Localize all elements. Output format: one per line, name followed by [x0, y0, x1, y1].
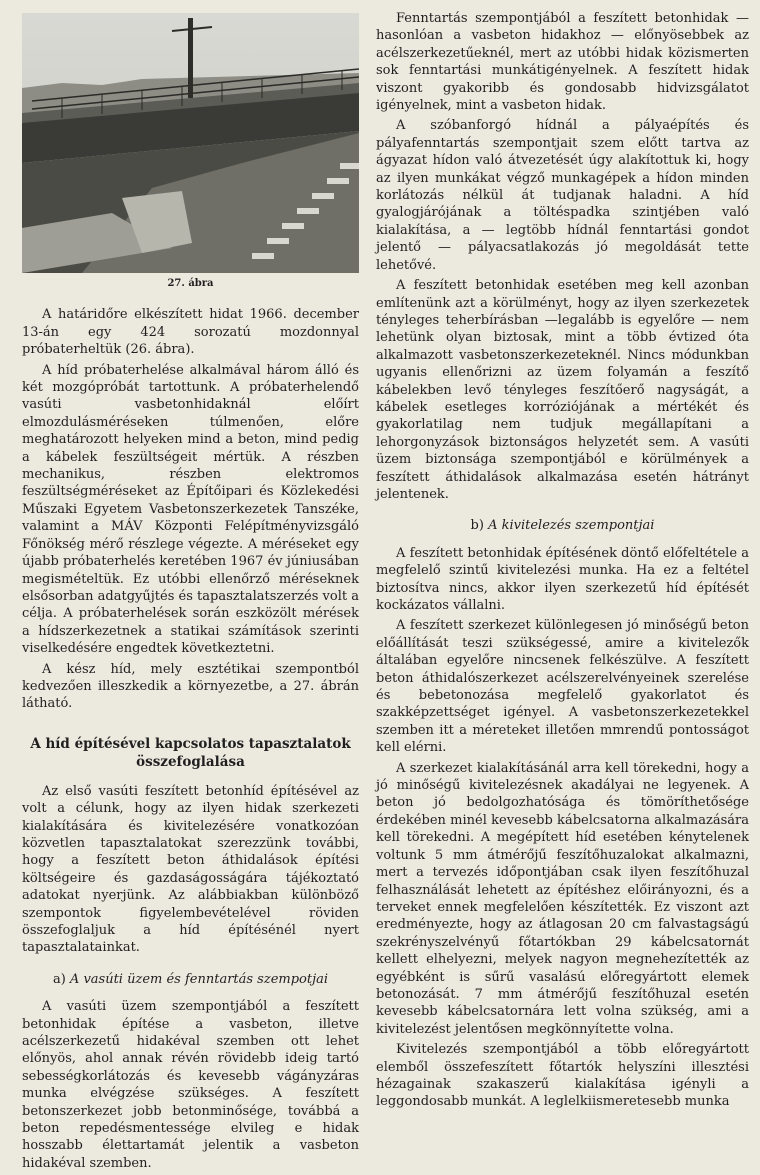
- paragraph: A kész híd, mely esztétikai szempontból kedvezően illeszkedik a környezetbe, a 27. ábrán látható.: [22, 661, 359, 712]
- paragraph: A feszített betonhidak esetében meg kell azonban említenünk azt a körülményt, hogy az ilyen szerkezetek tényleges teherbírásban —legalább is egyelőre — nem lehetünk olyan biztosak, mint a több évtized óta alkalmazott vasbetonszerkezeteknél. Nincs módunkban ugyanis ellenőrizni az üzem folyamán a feszítő kábelekben levő tényleges feszítőerő nagyságát, a kábelek esetleges korróziójának a mértékét és gyakorlatilag nem tudjuk megállapítani a lehorgonyzások biztonságos helyzetét sem. A vasúti üzem biztonsága szempontjából e körülmények a feszített áthidalások alkalmazása esetén hátrányt jelentenek.: [376, 278, 749, 502]
- subsection-letter: a): [52, 971, 66, 987]
- paragraph: A feszített betonhidak építésének döntő előfeltétele a megfelelő szintű kivitelezési munka. Ha ez a feltétel biztosítva nincs, akkor ilyen szerkezetű híd építését kockázatos vállalni.: [376, 545, 749, 613]
- subsection-heading-a: [22, 971, 359, 988]
- paragraph: A feszített szerkezet különlegesen jó minőségű beton előállítását teszi szükségessé, amire a kivitelezők általában egyelőre nincsenek felkészülve. A feszített beton áthidalószerkezet acélszerelvényeinek szerelése és bebetonozása megfelelő gyakorlatot és szakképzettséget igényel. A vasbetonszerkezetekkel szemben itt a méreteket illetően mmrendű pontosságot kell elérni.: [376, 618, 749, 756]
- bridge-photo-image: [22, 13, 359, 273]
- paragraph: Az első vasúti feszített betonhíd építésével az volt a célunk, hogy az ilyen hidak szerkezeti kialakítására és kivitelezésére vonatkozóan közvetlen tapasztalatokat szerezzünk további, hogy a feszített beton áthidalások építési költségeire és gazdaságosságára tájékoztató adatokat nyerjünk. Az alábbiakban különböző szempontok figyelembevételével röviden összefoglaljuk a híd építésénél nyert tapasztalatainkat.: [22, 783, 359, 956]
- subsection-letter: b): [470, 518, 484, 534]
- paragraph: A vasúti üzem szempontjából a feszített betonhidak építése a vasbeton, illetve acélszerkezetű hidakéval szemben ott lehet előnyös, ahol annak révén rövidebb ideig tartó sebességkorlátozás és kevesebb vágányzáras munka elvégzése szükséges. A feszített betonszerkezet jobb betonminősége, továbbá a beton repedésmentessége elvileg e hidak hosszabb élettartamát jelentik a vasbeton hidakéval szemben.: [22, 999, 359, 1171]
- paragraph: A híd próbaterhelése alkalmával három álló és két mozgópróbát tartottunk. A próbaterhelendő vasúti vasbetonhidaknál előírt elmozdulásméréseken túlmenően, előre meghatározott helyeken mind a beton, mind pedig a kábelek feszültségeit mértük. A részben mechanikus, részben elektromos feszültségméréseket az Építőipari és Közlekedési Műszaki Egyetem Vasbetonszerkezetek Tanszéke, valamint a MÁV Központi Felépítményvizsgáló Főnökség mérő részlege végezte. A méréseket egy újabb próbaterhelés keretében 1967 év júniusában megismételtük. Ez utóbbi ellenőrző méréseknek elsősorban adatgyűjtés és tapasztalatszerzés volt a célja. A próbaterhelések során eszközölt mérések a hídszerkezetnek a statikai számítások szerinti viselkedésére engedtek következtetni.: [22, 362, 359, 657]
- subsection-title: A vasúti üzem és fenntartás szempotjai: [69, 971, 329, 987]
- paragraph: A szerkezet kialakításánál arra kell törekedni, hogy a jó minőségű kivitelezésnek akadályai ne legyenek. A beton jó bedolgozhatósága és tömöríthetősége érdekében minél kevesebb kábelcsatorna alkalmazására kell törekedni. A megépített híd esetében kénytelenek voltunk 5 mm átmérőjű feszítőhuzalokat alkalmazni, mert a tervezés időpontjában csak ilyen feszítőhuzal felhasználását lehetett az építéshez előirányozni, és a terveket ennek megfelelően készítették. Ez viszont azt eredményezte, hogy az átlagosan 20 cm falvastagságú szekrényszelvényű főtartókban 29 kábelcsatornát kellett elhelyezni, melyek nagyon megnehezítették az egyébként is sűrű vasalású előregyártott elemek betonozását. 7 mm átmérőjű feszítőhuzal esetén kevesebb kábelcsatornára lett volna szükség, ami a kivitelezést jelentősen megkönnyítette volna.: [376, 760, 749, 1037]
- left-column: [22, 10, 359, 1175]
- paragraph: A határidőre elkészített hidat 1966. december 13-án egy 424 sorozatú mozdonnyal próbaterheltük (26. ábra).: [22, 307, 359, 358]
- figure-caption: 27. ábra: [167, 278, 214, 289]
- paragraph: Kivitelezés szempontjából a több előregyártott elemből összefeszített főtartók helyszíni illesztési hézagainak szakaszerű kialakítása igényli a leggondosabb munkát. A leglelkiismeretesebb munka: [376, 1042, 749, 1110]
- subsection-heading-b: [376, 517, 749, 534]
- right-column: [376, 10, 749, 1114]
- section-heading: A híd építésével kapcsolatos tapasztalatok összefoglalása: [30, 735, 351, 770]
- subsection-title: A kivitelezés szempontjai: [488, 518, 655, 534]
- paragraph: Fenntartás szempontjából a feszített betonhidak — hasonlóan a vasbeton hidakhoz — előnyösebbek az acélszerkezetűeknél, mert az utóbbi hidak közismerten sok fenntartási munkátigényelnek. A feszített hidak viszont gyakoribb és gondosabb hidvizsgálatot igényelnek, mint a vasbeton hidak.: [376, 11, 749, 114]
- paragraph: A szóbanforgó hídnál a pályaépítés és pályafenntartás szempontjait szem előtt tartva az ágyazat hídon való átvezetését úgy alakítottuk ki, hogy az ilyen munkákat végző munkagépek a hídon minden korlátozás nélkül át tudjanak haladni. A híd gyalogjárójának a töltéspadka szintjében való kialakítása, a — legtöbb hídnál fenntartási gondot jelentő — pályacsatlakozás jó megoldását tette lehetővé.: [376, 118, 749, 273]
- bridge-photo: [22, 13, 359, 273]
